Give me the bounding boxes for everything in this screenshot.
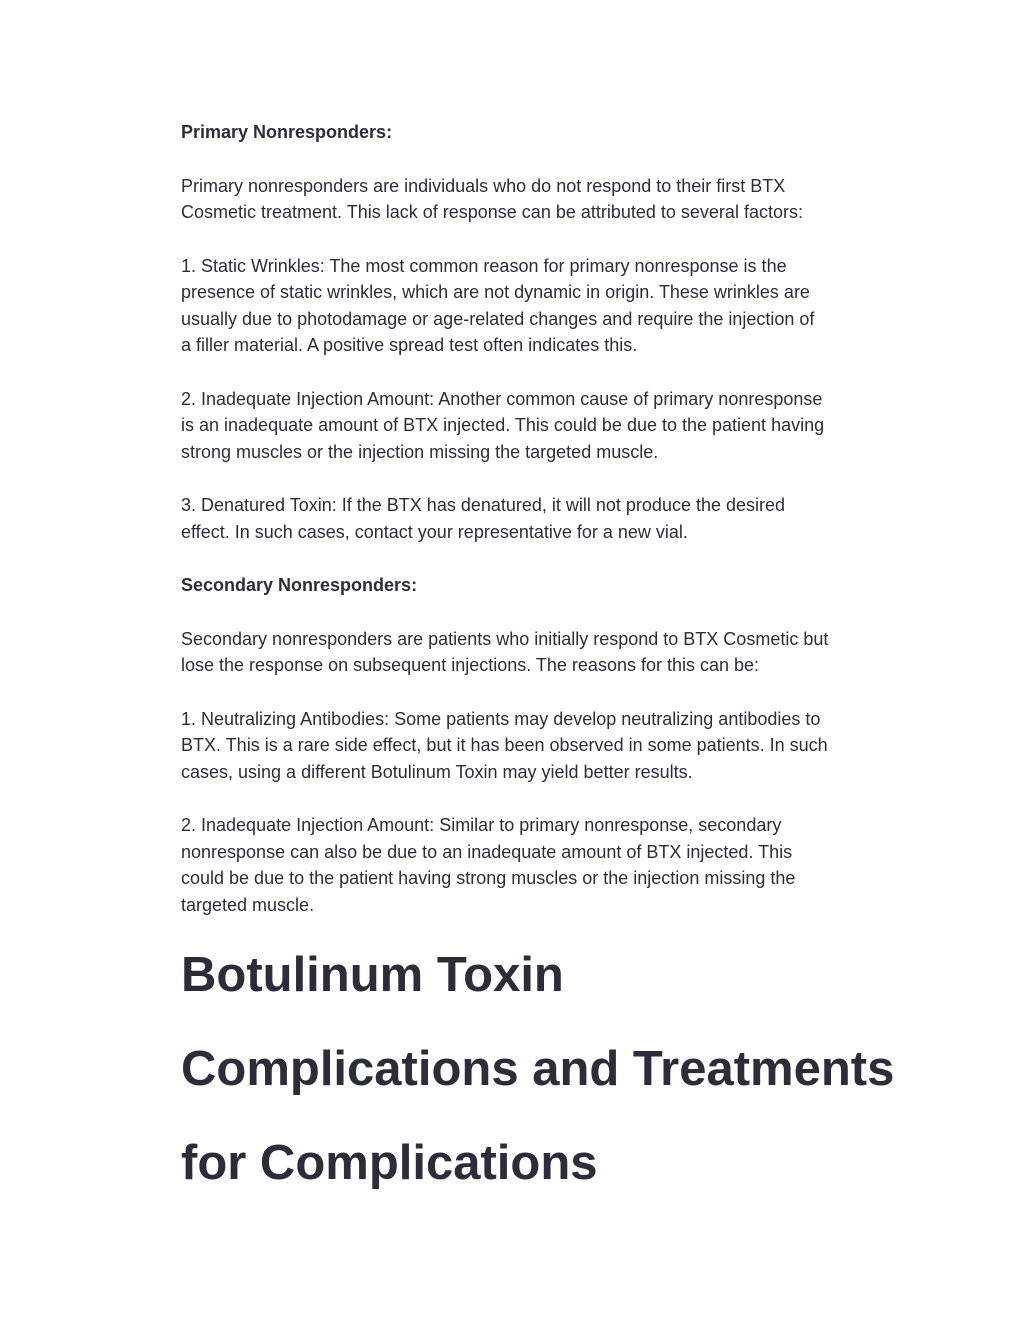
text-line: 3. Denatured Toxin: If the BTX has denatured, it will not produce the desired — [181, 495, 786, 515]
document-page — [181, 119, 911, 1210]
section-title — [181, 928, 911, 1210]
text-line: BTX. This is a rare side effect, but it has been observed in some patients. In such — [181, 735, 828, 755]
secondary-intro-paragraph — [181, 626, 911, 679]
text-line: usually due to photodamage or age-related changes and require the injection of — [181, 308, 815, 329]
text-line: effect. In such cases, contact your representative for a new vial. — [181, 521, 688, 542]
text-line: 1. Neutralizing Antibodies: Some patients may develop neutralizing antibodies to — [181, 708, 821, 729]
text-line: 1. Static Wrinkles: The most common reason for primary nonresponse is the — [181, 255, 787, 276]
text-line: presence of static wrinkles, which are not dynamic in origin. These wrinkles are — [181, 282, 810, 302]
secondary-nonresponders-heading: Secondary Nonresponders: — [181, 575, 418, 595]
primary-nonresponders-heading: Primary Nonresponders: — [181, 122, 393, 142]
secondary-inadequate-injection-paragraph — [181, 812, 911, 918]
text-line: 2. Inadequate Injection Amount: Similar to primary nonresponse, secondary — [181, 815, 782, 835]
text-line: is an inadequate amount of BTX injected. This could be due to the patient having — [181, 415, 825, 435]
static-wrinkles-paragraph — [181, 253, 911, 359]
text-line: Secondary nonresponders are patients who initially respond to BTX Cosmetic but — [181, 628, 829, 649]
text-line: nonresponse can also be due to an inadequate amount of BTX injected. This — [181, 841, 793, 862]
title-line: Complications and Treatments — [181, 1042, 895, 1096]
inadequate-injection-paragraph — [181, 386, 911, 466]
text-line: Primary nonresponders are individuals who do not respond to their first BTX — [181, 175, 786, 196]
text-line: targeted muscle. — [181, 894, 315, 915]
primary-intro-paragraph — [181, 173, 911, 226]
denatured-toxin-paragraph — [181, 492, 911, 545]
text-line: lose the response on subsequent injections. The reasons for this can be: — [181, 655, 760, 675]
text-line: a filler material. A positive spread test often indicates this. — [181, 335, 638, 355]
title-line: for Complications — [181, 1136, 598, 1190]
text-line: strong muscles or the injection missing the targeted muscle. — [181, 441, 659, 462]
text-line: cases, using a different Botulinum Toxin may yield better results. — [181, 761, 693, 782]
text-line: Cosmetic treatment. This lack of response can be attributed to several factors: — [181, 202, 803, 222]
title-line: Botulinum Toxin — [181, 948, 564, 1002]
text-line: could be due to the patient having strong muscles or the injection missing the — [181, 868, 796, 888]
text-line: 2. Inadequate Injection Amount: Another common cause of primary nonresponse — [181, 388, 823, 409]
neutralizing-antibodies-paragraph — [181, 706, 911, 786]
